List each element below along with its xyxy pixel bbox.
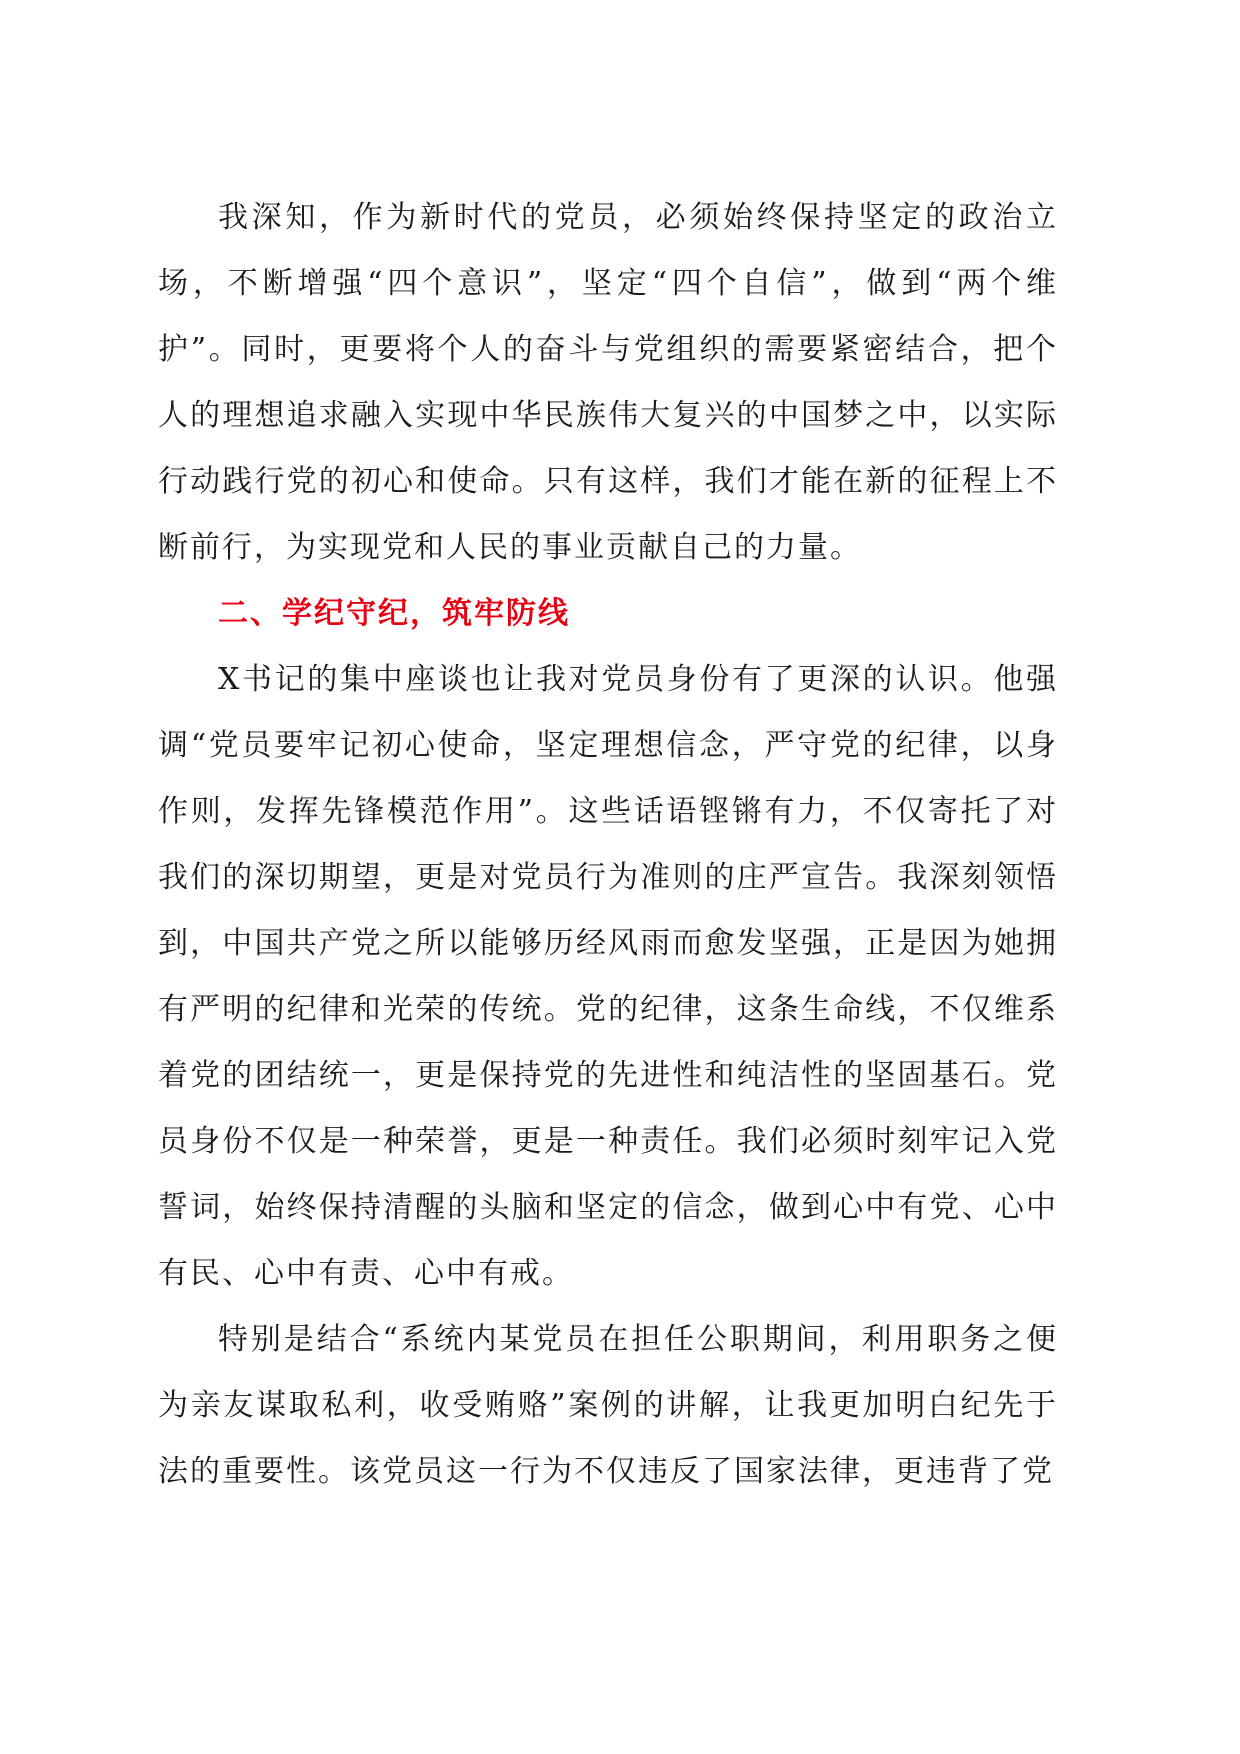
- paragraph-party-identity: X书记的集中座谈也让我对党员身份有了更深的认识。他强调“党员要牢记初心使命，坚定理想信念，严守党的纪律，以身作则，发挥先锋模范作用”。这些话语铿锵有力，不仅寄托了对我们的深切期望，更是对党员行为准则的庄严宣告。我深刻领悟到，中国共产党之所以能够历经风雨而愈发坚强，正是因为她拥有严明的纪律和光荣的传统。党的纪律，这条生命线，不仅维系着党的团结统一，更是保持党的先进性和纯洁性的坚固基石。党员身份不仅是一种荣誉，更是一种责任。我们必须时刻牢记入党誓词，始终保持清醒的头脑和坚定的信念，做到心中有党、心中有民、心中有责、心中有戒。: [158, 662, 1058, 1291]
- document-body: [158, 185, 1058, 1505]
- paragraph-political-stance: 我深知，作为新时代的党员，必须始终保持坚定的政治立场，不断增强“四个意识”，坚定“四个自信”，做到“两个维护”。同时，更要将个人的奋斗与党组织的需要紧密结合，把个人的理想追求融入实现中华民族伟大复兴的中国梦之中，以实际行动践行党的初心和使命。只有这样，我们才能在新的征程上不断前行，为实现党和人民的事业贡献自己的力量。: [158, 200, 1058, 565]
- paragraph-case-study: 特别是结合“系统内某党员在担任公职期间，利用职务之便为亲友谋取私利，收受贿赂”案例的讲解，让我更加明白纪先于法的重要性。该党员这一行为不仅违反了国家法律，更违背了党: [158, 1322, 1058, 1489]
- section-heading: 二、学纪守纪，筑牢防线: [218, 596, 570, 631]
